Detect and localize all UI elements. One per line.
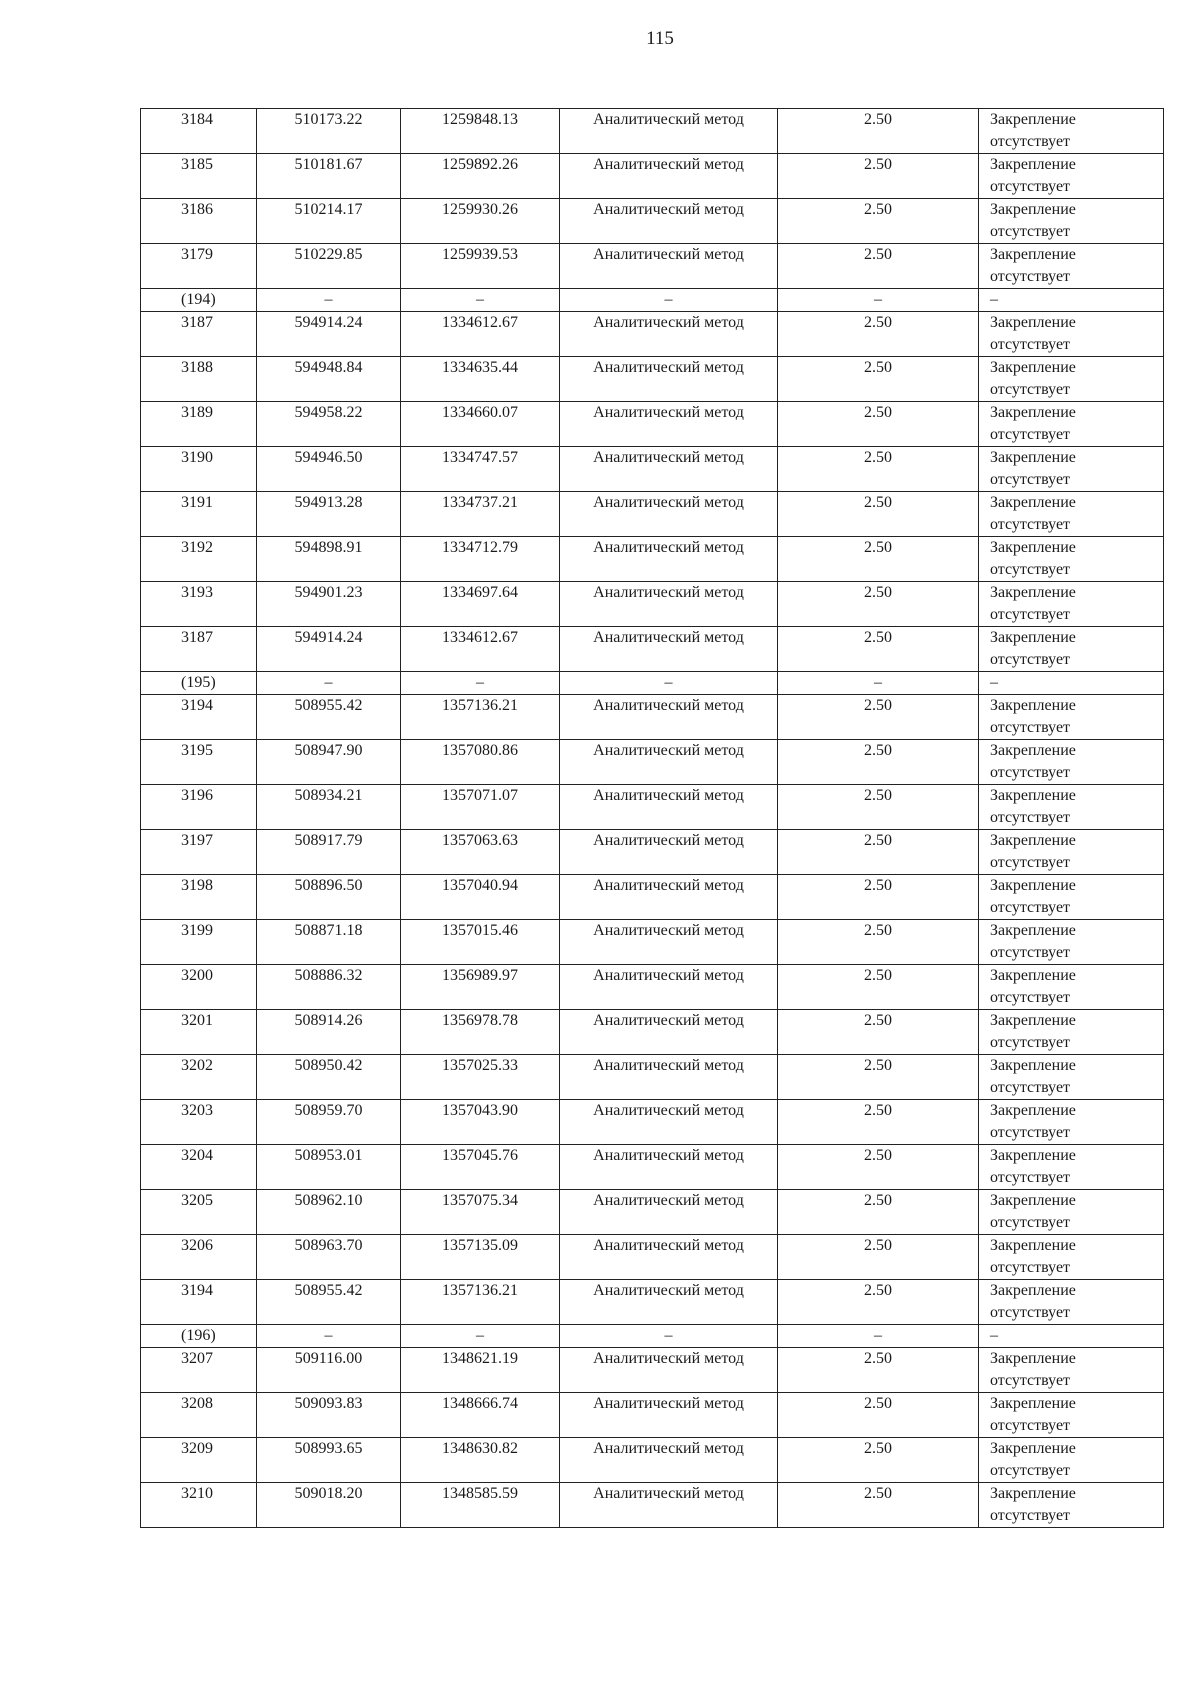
fixation-line: Закрепление <box>990 967 1076 984</box>
fixation-line: Закрепление <box>990 1057 1076 1074</box>
method-cell: Аналитический метод <box>560 830 778 875</box>
x-coordinate-cell: 508934.21 <box>257 785 401 830</box>
dash-cell: – <box>778 672 979 695</box>
fixation-line: Закрепление <box>990 1012 1076 1029</box>
point-number-cell: 3207 <box>141 1348 257 1393</box>
dash-cell: – <box>979 289 1164 312</box>
point-number-cell: 3184 <box>141 109 257 154</box>
fixation-cell <box>979 357 1164 402</box>
y-coordinate-cell: 1357025.33 <box>401 1055 560 1100</box>
x-coordinate-cell: 508993.65 <box>257 1438 401 1483</box>
fixation-cell <box>979 875 1164 920</box>
method-cell: Аналитический метод <box>560 1010 778 1055</box>
fixation-line: Закрепление <box>990 922 1076 939</box>
point-number-cell: 3202 <box>141 1055 257 1100</box>
table-row <box>141 312 1164 357</box>
fixation-cell <box>979 830 1164 875</box>
method-cell: Аналитический метод <box>560 1280 778 1325</box>
fixation-line: отсутствует <box>990 1169 1071 1186</box>
y-coordinate-cell: 1357136.21 <box>401 695 560 740</box>
x-coordinate-cell: 594948.84 <box>257 357 401 402</box>
fixation-line: отсутствует <box>990 944 1071 961</box>
error-cell: 2.50 <box>778 244 979 289</box>
point-number-cell: 3192 <box>141 537 257 582</box>
dash-cell: – <box>257 1325 401 1348</box>
table-row <box>141 1010 1164 1055</box>
method-cell: Аналитический метод <box>560 627 778 672</box>
fixation-cell <box>979 1280 1164 1325</box>
error-cell: 2.50 <box>778 1483 979 1528</box>
method-cell: Аналитический метод <box>560 965 778 1010</box>
error-cell: 2.50 <box>778 1190 979 1235</box>
fixation-line: отсутствует <box>990 1079 1071 1096</box>
fixation-line: отсутствует <box>990 268 1071 285</box>
y-coordinate-cell: 1357080.86 <box>401 740 560 785</box>
error-cell: 2.50 <box>778 1055 979 1100</box>
x-coordinate-cell: 508962.10 <box>257 1190 401 1235</box>
y-coordinate-cell: 1356978.78 <box>401 1010 560 1055</box>
fixation-line: Закрепление <box>990 1440 1076 1457</box>
error-cell: 2.50 <box>778 447 979 492</box>
fixation-cell <box>979 312 1164 357</box>
fixation-line: Закрепление <box>990 1147 1076 1164</box>
fixation-line: Закрепление <box>990 201 1076 218</box>
fixation-line: отсутствует <box>990 471 1071 488</box>
dash-cell: – <box>778 289 979 312</box>
section-number-cell: (194) <box>141 289 257 312</box>
method-cell: Аналитический метод <box>560 740 778 785</box>
y-coordinate-cell: 1357045.76 <box>401 1145 560 1190</box>
fixation-line: Закрепление <box>990 404 1076 421</box>
point-number-cell: 3209 <box>141 1438 257 1483</box>
point-number-cell: 3190 <box>141 447 257 492</box>
fixation-line: Закрепление <box>990 877 1076 894</box>
fixation-cell <box>979 402 1164 447</box>
fixation-line: Закрепление <box>990 1237 1076 1254</box>
table-row <box>141 1100 1164 1145</box>
table-row <box>141 830 1164 875</box>
point-number-cell: 3210 <box>141 1483 257 1528</box>
dash-cell: – <box>257 289 401 312</box>
fixation-line: Закрепление <box>990 359 1076 376</box>
x-coordinate-cell: 594898.91 <box>257 537 401 582</box>
fixation-cell <box>979 1393 1164 1438</box>
fixation-cell <box>979 244 1164 289</box>
method-cell: Аналитический метод <box>560 492 778 537</box>
fixation-cell <box>979 695 1164 740</box>
fixation-cell <box>979 1145 1164 1190</box>
fixation-cell <box>979 1100 1164 1145</box>
point-number-cell: 3196 <box>141 785 257 830</box>
y-coordinate-cell: 1348585.59 <box>401 1483 560 1528</box>
fixation-cell <box>979 920 1164 965</box>
error-cell: 2.50 <box>778 830 979 875</box>
table-row <box>141 740 1164 785</box>
method-cell: Аналитический метод <box>560 312 778 357</box>
y-coordinate-cell: 1357043.90 <box>401 1100 560 1145</box>
fixation-line: Закрепление <box>990 156 1076 173</box>
method-cell: Аналитический метод <box>560 1235 778 1280</box>
method-cell: Аналитический метод <box>560 785 778 830</box>
error-cell: 2.50 <box>778 920 979 965</box>
fixation-line: Закрепление <box>990 832 1076 849</box>
fixation-cell <box>979 1190 1164 1235</box>
dash-cell: – <box>560 289 778 312</box>
fixation-cell <box>979 740 1164 785</box>
fixation-line: отсутствует <box>990 223 1071 240</box>
fixation-line: отсутствует <box>990 1417 1071 1434</box>
x-coordinate-cell: 594958.22 <box>257 402 401 447</box>
table-row <box>141 357 1164 402</box>
point-number-cell: 3193 <box>141 582 257 627</box>
fixation-line: Закрепление <box>990 629 1076 646</box>
error-cell: 2.50 <box>778 402 979 447</box>
point-number-cell: 3201 <box>141 1010 257 1055</box>
method-cell: Аналитический метод <box>560 1055 778 1100</box>
x-coordinate-cell: 508917.79 <box>257 830 401 875</box>
y-coordinate-cell: 1348630.82 <box>401 1438 560 1483</box>
dash-cell: – <box>979 672 1164 695</box>
point-number-cell: 3194 <box>141 695 257 740</box>
method-cell: Аналитический метод <box>560 1438 778 1483</box>
fixation-line: отсутствует <box>990 1462 1071 1479</box>
x-coordinate-cell: 508896.50 <box>257 875 401 920</box>
fixation-line: Закрепление <box>990 1282 1076 1299</box>
fixation-cell <box>979 582 1164 627</box>
table-row <box>141 920 1164 965</box>
table-row <box>141 1483 1164 1528</box>
y-coordinate-cell: 1357015.46 <box>401 920 560 965</box>
dash-cell: – <box>401 672 560 695</box>
fixation-cell <box>979 1438 1164 1483</box>
fixation-line: Закрепление <box>990 584 1076 601</box>
error-cell: 2.50 <box>778 492 979 537</box>
point-number-cell: 3208 <box>141 1393 257 1438</box>
dash-cell: – <box>979 1325 1164 1348</box>
table-row <box>141 154 1164 199</box>
table-row <box>141 1055 1164 1100</box>
fixation-line: Закрепление <box>990 494 1076 511</box>
fixation-line: отсутствует <box>990 1034 1071 1051</box>
method-cell: Аналитический метод <box>560 244 778 289</box>
point-number-cell: 3197 <box>141 830 257 875</box>
table-row <box>141 1393 1164 1438</box>
fixation-cell <box>979 627 1164 672</box>
coordinates-table-body <box>141 109 1164 1528</box>
x-coordinate-cell: 509093.83 <box>257 1393 401 1438</box>
fixation-cell <box>979 537 1164 582</box>
y-coordinate-cell: 1357136.21 <box>401 1280 560 1325</box>
point-number-cell: 3189 <box>141 402 257 447</box>
y-coordinate-cell: 1357075.34 <box>401 1190 560 1235</box>
point-number-cell: 3199 <box>141 920 257 965</box>
fixation-cell <box>979 492 1164 537</box>
dash-cell: – <box>401 289 560 312</box>
fixation-line: Закрепление <box>990 742 1076 759</box>
y-coordinate-cell: 1259939.53 <box>401 244 560 289</box>
method-cell: Аналитический метод <box>560 582 778 627</box>
table-section-row <box>141 289 1164 312</box>
table-row <box>141 109 1164 154</box>
table-row <box>141 695 1164 740</box>
error-cell: 2.50 <box>778 1145 979 1190</box>
fixation-line: отсутствует <box>990 1372 1071 1389</box>
fixation-line: Закрепление <box>990 539 1076 556</box>
point-number-cell: 3195 <box>141 740 257 785</box>
y-coordinate-cell: 1357071.07 <box>401 785 560 830</box>
section-number-cell: (195) <box>141 672 257 695</box>
x-coordinate-cell: 508871.18 <box>257 920 401 965</box>
point-number-cell: 3179 <box>141 244 257 289</box>
fixation-line: Закрепление <box>990 449 1076 466</box>
y-coordinate-cell: 1334612.67 <box>401 627 560 672</box>
table-row <box>141 785 1164 830</box>
page-number: 115 <box>646 28 674 49</box>
y-coordinate-cell: 1356989.97 <box>401 965 560 1010</box>
table-row <box>141 402 1164 447</box>
point-number-cell: 3205 <box>141 1190 257 1235</box>
table-row <box>141 244 1164 289</box>
fixation-line: Закрепление <box>990 1350 1076 1367</box>
x-coordinate-cell: 508947.90 <box>257 740 401 785</box>
fixation-line: отсутствует <box>990 606 1071 623</box>
method-cell: Аналитический метод <box>560 1145 778 1190</box>
error-cell: 2.50 <box>778 312 979 357</box>
x-coordinate-cell: 510229.85 <box>257 244 401 289</box>
fixation-cell <box>979 1010 1164 1055</box>
x-coordinate-cell: 510214.17 <box>257 199 401 244</box>
fixation-line: отсутствует <box>990 809 1071 826</box>
fixation-line: отсутствует <box>990 1507 1071 1524</box>
fixation-line: отсутствует <box>990 651 1071 668</box>
table-row <box>141 199 1164 244</box>
fixation-line: отсутствует <box>990 426 1071 443</box>
method-cell: Аналитический метод <box>560 1100 778 1145</box>
method-cell: Аналитический метод <box>560 402 778 447</box>
fixation-line: отсутствует <box>990 764 1071 781</box>
x-coordinate-cell: 508914.26 <box>257 1010 401 1055</box>
x-coordinate-cell: 508950.42 <box>257 1055 401 1100</box>
fixation-line: отсутствует <box>990 854 1071 871</box>
fixation-cell <box>979 447 1164 492</box>
method-cell: Аналитический метод <box>560 695 778 740</box>
table-row <box>141 492 1164 537</box>
y-coordinate-cell: 1334635.44 <box>401 357 560 402</box>
fixation-line: отсутствует <box>990 1304 1071 1321</box>
fixation-line: Закрепление <box>990 1485 1076 1502</box>
table-row <box>141 1145 1164 1190</box>
y-coordinate-cell: 1334712.79 <box>401 537 560 582</box>
table-row <box>141 537 1164 582</box>
table-row <box>141 582 1164 627</box>
method-cell: Аналитический метод <box>560 875 778 920</box>
fixation-line: отсутствует <box>990 336 1071 353</box>
method-cell: Аналитический метод <box>560 920 778 965</box>
error-cell: 2.50 <box>778 537 979 582</box>
table-row <box>141 965 1164 1010</box>
x-coordinate-cell: 508955.42 <box>257 695 401 740</box>
fixation-line: отсутствует <box>990 1124 1071 1141</box>
x-coordinate-cell: 594946.50 <box>257 447 401 492</box>
y-coordinate-cell: 1348621.19 <box>401 1348 560 1393</box>
fixation-line: отсутствует <box>990 1259 1071 1276</box>
method-cell: Аналитический метод <box>560 154 778 199</box>
x-coordinate-cell: 508959.70 <box>257 1100 401 1145</box>
fixation-line: отсутствует <box>990 899 1071 916</box>
x-coordinate-cell: 508886.32 <box>257 965 401 1010</box>
table-row <box>141 447 1164 492</box>
method-cell: Аналитический метод <box>560 1190 778 1235</box>
fixation-line: Закрепление <box>990 1395 1076 1412</box>
fixation-cell <box>979 109 1164 154</box>
table-row <box>141 1235 1164 1280</box>
dash-cell: – <box>401 1325 560 1348</box>
fixation-cell <box>979 199 1164 244</box>
error-cell: 2.50 <box>778 627 979 672</box>
error-cell: 2.50 <box>778 109 979 154</box>
x-coordinate-cell: 510173.22 <box>257 109 401 154</box>
y-coordinate-cell: 1259848.13 <box>401 109 560 154</box>
table-row <box>141 1348 1164 1393</box>
dash-cell: – <box>257 672 401 695</box>
y-coordinate-cell: 1334747.57 <box>401 447 560 492</box>
y-coordinate-cell: 1357135.09 <box>401 1235 560 1280</box>
point-number-cell: 3191 <box>141 492 257 537</box>
error-cell: 2.50 <box>778 1010 979 1055</box>
fixation-line: Закрепление <box>990 246 1076 263</box>
fixation-cell <box>979 785 1164 830</box>
error-cell: 2.50 <box>778 965 979 1010</box>
x-coordinate-cell: 508955.42 <box>257 1280 401 1325</box>
dash-cell: – <box>560 1325 778 1348</box>
error-cell: 2.50 <box>778 695 979 740</box>
error-cell: 2.50 <box>778 1235 979 1280</box>
error-cell: 2.50 <box>778 1348 979 1393</box>
point-number-cell: 3187 <box>141 627 257 672</box>
table-section-row <box>141 1325 1164 1348</box>
point-number-cell: 3185 <box>141 154 257 199</box>
section-number-cell: (196) <box>141 1325 257 1348</box>
point-number-cell: 3206 <box>141 1235 257 1280</box>
fixation-line: отсутствует <box>990 178 1071 195</box>
error-cell: 2.50 <box>778 1438 979 1483</box>
y-coordinate-cell: 1334737.21 <box>401 492 560 537</box>
fixation-cell <box>979 154 1164 199</box>
fixation-line: Закрепление <box>990 1102 1076 1119</box>
x-coordinate-cell: 594914.24 <box>257 312 401 357</box>
point-number-cell: 3200 <box>141 965 257 1010</box>
fixation-line: Закрепление <box>990 787 1076 804</box>
method-cell: Аналитический метод <box>560 1348 778 1393</box>
method-cell: Аналитический метод <box>560 447 778 492</box>
fixation-line: отсутствует <box>990 1214 1071 1231</box>
error-cell: 2.50 <box>778 1280 979 1325</box>
x-coordinate-cell: 594901.23 <box>257 582 401 627</box>
x-coordinate-cell: 508953.01 <box>257 1145 401 1190</box>
fixation-line: Закрепление <box>990 1192 1076 1209</box>
x-coordinate-cell: 594913.28 <box>257 492 401 537</box>
fixation-line: отсутствует <box>990 989 1071 1006</box>
y-coordinate-cell: 1259892.26 <box>401 154 560 199</box>
fixation-line: отсутствует <box>990 381 1071 398</box>
error-cell: 2.50 <box>778 1100 979 1145</box>
error-cell: 2.50 <box>778 875 979 920</box>
dash-cell: – <box>560 672 778 695</box>
y-coordinate-cell: 1334612.67 <box>401 312 560 357</box>
method-cell: Аналитический метод <box>560 199 778 244</box>
point-number-cell: 3203 <box>141 1100 257 1145</box>
table-row <box>141 627 1164 672</box>
error-cell: 2.50 <box>778 154 979 199</box>
x-coordinate-cell: 510181.67 <box>257 154 401 199</box>
x-coordinate-cell: 509116.00 <box>257 1348 401 1393</box>
error-cell: 2.50 <box>778 1393 979 1438</box>
fixation-cell <box>979 1235 1164 1280</box>
point-number-cell: 3204 <box>141 1145 257 1190</box>
error-cell: 2.50 <box>778 785 979 830</box>
fixation-cell <box>979 965 1164 1010</box>
y-coordinate-cell: 1334697.64 <box>401 582 560 627</box>
point-number-cell: 3194 <box>141 1280 257 1325</box>
fixation-line: Закрепление <box>990 697 1076 714</box>
fixation-line: отсутствует <box>990 516 1071 533</box>
y-coordinate-cell: 1357040.94 <box>401 875 560 920</box>
method-cell: Аналитический метод <box>560 109 778 154</box>
fixation-line: отсутствует <box>990 561 1071 578</box>
method-cell: Аналитический метод <box>560 1393 778 1438</box>
coordinates-table <box>140 108 1164 1528</box>
y-coordinate-cell: 1334660.07 <box>401 402 560 447</box>
fixation-line: отсутствует <box>990 133 1071 150</box>
table-row <box>141 875 1164 920</box>
table-section-row <box>141 672 1164 695</box>
x-coordinate-cell: 509018.20 <box>257 1483 401 1528</box>
x-coordinate-cell: 508963.70 <box>257 1235 401 1280</box>
x-coordinate-cell: 594914.24 <box>257 627 401 672</box>
y-coordinate-cell: 1259930.26 <box>401 199 560 244</box>
fixation-line: Закрепление <box>990 314 1076 331</box>
dash-cell: – <box>778 1325 979 1348</box>
point-number-cell: 3186 <box>141 199 257 244</box>
table-row <box>141 1280 1164 1325</box>
error-cell: 2.50 <box>778 199 979 244</box>
y-coordinate-cell: 1348666.74 <box>401 1393 560 1438</box>
table-row <box>141 1190 1164 1235</box>
fixation-cell <box>979 1348 1164 1393</box>
method-cell: Аналитический метод <box>560 537 778 582</box>
fixation-line: отсутствует <box>990 719 1071 736</box>
method-cell: Аналитический метод <box>560 357 778 402</box>
point-number-cell: 3188 <box>141 357 257 402</box>
fixation-cell <box>979 1483 1164 1528</box>
error-cell: 2.50 <box>778 357 979 402</box>
y-coordinate-cell: 1357063.63 <box>401 830 560 875</box>
method-cell: Аналитический метод <box>560 1483 778 1528</box>
table-row <box>141 1438 1164 1483</box>
fixation-line: Закрепление <box>990 111 1076 128</box>
point-number-cell: 3198 <box>141 875 257 920</box>
error-cell: 2.50 <box>778 740 979 785</box>
error-cell: 2.50 <box>778 582 979 627</box>
point-number-cell: 3187 <box>141 312 257 357</box>
fixation-cell <box>979 1055 1164 1100</box>
